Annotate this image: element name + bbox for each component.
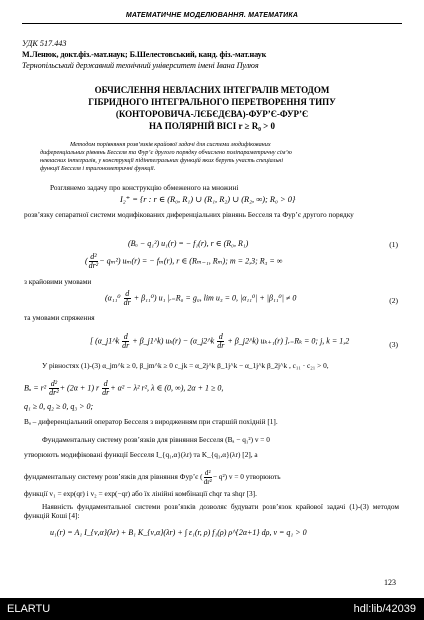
- journal-page: [10, 3, 414, 595]
- title-line-4: НА ПОЛЯРНІЙ ВІСІ r ≥ R₀ > 0: [148, 121, 276, 131]
- abstract-line-1: Методом порівняння розв’язків крайової задачі для системи модифікованих: [70, 141, 271, 148]
- abstract-line-3: невласних інтегралів, у конструкції підінтегральних функцій яких беруть участь спеціальні: [40, 157, 284, 164]
- equation-4: Bₐ = r² $\frac{\text{d²}}{\text{dr²}}$ + (2α + 1) r $\frac{d}{dr}$ + α² − λ² r², λ ∈ (0, ∞), 2α + 1 ≥ 0,: [24, 379, 224, 397]
- equation-2-number: (2): [389, 296, 398, 305]
- authors: М.Ленюк, докт.фіз.-мат.наук; Б.Шелестовський, канд. фіз.-мат.наук: [22, 50, 267, 59]
- body-paragraph-2: розв’язку сепаратної системи модифікованих диференціальних рівнянь Бесселя та Фур’є другого порядку: [24, 210, 354, 219]
- udc-code: УДК 517.443: [22, 39, 67, 48]
- body-paragraph-6: Bₐ – диференціальний оператор Бесселя з виродженням при старшій похідній [1].: [24, 417, 278, 426]
- body-paragraph-7b: утворюють модифіковані функції Бесселя I_{q₁,α}(λr) та K_{q₁,α}(λr) [2], а: [24, 450, 258, 459]
- equation-1: (Bₐ − q₁²) u₁(r) = − f₁(r), r ∈ (R₀, R₁): [128, 239, 249, 248]
- repository-label: ELARTU: [7, 603, 51, 615]
- equation-1b: ( $\frac{\text{d²}}{\text{dr²}}$ − qₘ²) uₘ(r) = − fₘ(r), r ∈ (Rₘ₋₁, Rₘ); m = 2,3; R₃ = ∞: [85, 252, 283, 270]
- equation-5: u₁(r) = A₁ I_{ν,α}(λr) + B₁ K_{ν,α}(λr) + ∫ ε₁(r, ρ) f₁(ρ) ρ^{2α+1} dρ, ν = q₁ > 0: [50, 528, 307, 537]
- body-paragraph-9: функції v₁ = exp(qr) і v₂ = exp(−qr) або їх лінійні комбінації chqr та shqr [3].: [24, 489, 257, 498]
- affiliation: Тернопільський державний технічний університет імені Івана Пулюя: [22, 61, 259, 70]
- viewer-footer-bar: [0, 598, 424, 620]
- running-header: МАТЕМАТИЧНЕ МОДЕЛЮВАННЯ. МАТЕМАТИКА: [125, 12, 299, 19]
- header-rule: [22, 23, 402, 24]
- body-paragraph-1: Розглянемо задачу про конструкцію обмеженого на множині: [50, 183, 239, 192]
- equation-4b: q₁ ≥ 0, q₂ ≥ 0, q₃ > 0;: [24, 402, 94, 411]
- set-equation: I₂⁺ = {r : r ∈ (R₀, R₁) ∪ (R₁, R₂) ∪ (R₂, ∞); R₀ > 0}: [120, 195, 296, 204]
- equation-3-number: (3): [389, 340, 398, 349]
- title-line-1: ОБЧИСЛЕННЯ НЕВЛАСНИХ ІНТЕГРАЛІВ МЕТОДОМ: [94, 85, 330, 95]
- title-line-3: (КОНТОРОВИЧА-ЛЄБЄДЄВА)-ФУР’Є-ФУР’Є: [115, 109, 309, 119]
- page-number: 123: [384, 578, 396, 587]
- handle-label: hdl:lib/42039: [353, 603, 416, 615]
- body-paragraph-3: з крайовими умовами: [24, 277, 92, 286]
- abstract-line-4: функції Бесселя і тригонометричні функції.: [40, 165, 156, 172]
- body-paragraph-10: Наявність фундаментальної системи розв’язків дозволяє будувати розв’язок крайової задачі (1)-(3) методом функцій Коші [4]:: [24, 502, 399, 520]
- equation-2: (α₁₁⁰ $\frac{d}{dr}$ + β₁₁⁰) u₁ |ᵣ₌R₀ = g₀, lim u₃ = 0, |α₁₁⁰| + |β₁₁⁰| ≠ 0: [105, 289, 297, 307]
- title-line-2: ГІБРИДНОГО ІНТЕГРАЛЬНОГО ПЕРЕТВОРЕННЯ ТИПУ: [88, 97, 336, 107]
- equation-3: [ (α_j1^k $\frac{d}{dr}$ + β_j1^k) uₖ(r) − (α_j2^k $\frac{d}{dr}$ + β_j2^k) uₖ₊₁(r) ]ᵣ₌Rₖ = 0; j, k = 1,2: [90, 332, 350, 350]
- body-paragraph-8: фундаментальну систему розв’язків для рівняння Фур’є ( $\frac{\text{d²}}{\text{dr²}}$ − q²) v = 0 утворюють: [24, 468, 281, 486]
- equation-1-number: (1): [389, 240, 398, 249]
- body-paragraph-7a: Фундаментальну систему розв’язків для рівняння Бесселя (Bₐ − q₁²) v = 0: [42, 435, 270, 444]
- abstract-line-2: диференціальних рівнянь Бесселя та Фур’є другого порядку обчислено поліпараметричну сім’ю: [40, 149, 292, 156]
- body-paragraph-5: У рівностях (1)-(3) α_jm^k ≥ 0, β_jm^k ≥ 0 c_jk = α_2j^k β_1j^k − α_1j^k β_2j^k , c₁₁ · c₂₁ > 0,: [42, 361, 329, 370]
- body-paragraph-4: та умовами спряження: [24, 313, 95, 322]
